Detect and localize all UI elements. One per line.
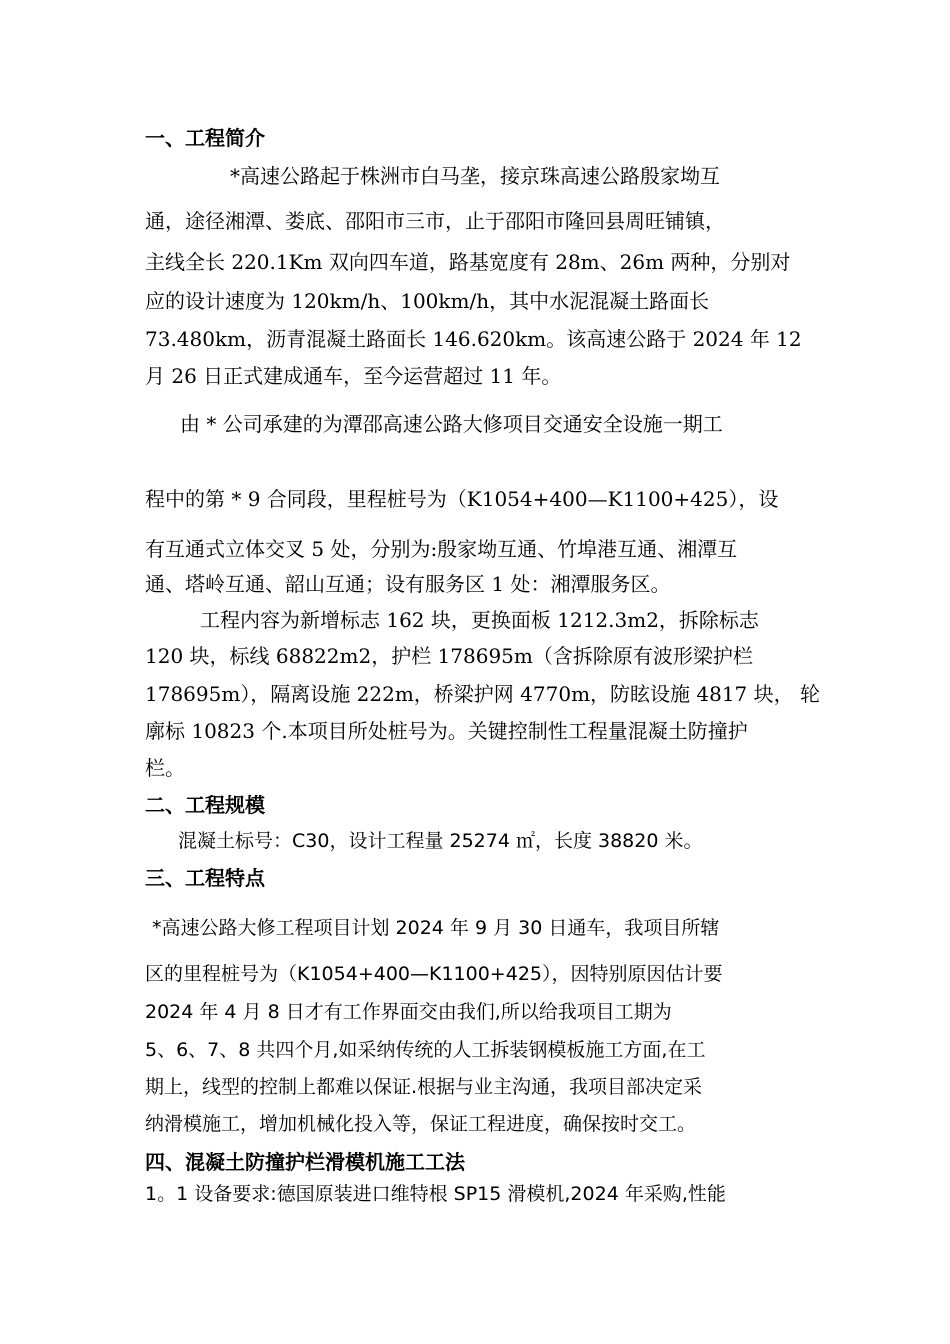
section1-para3-line1: 工程内容为新增标志 162 块，更换面板 1212.3m2，拆除标志 <box>200 608 759 632</box>
section3-body-line2: 区的里程桩号为（K1054+400—K1100+425），因特别原因估计要 <box>145 963 723 985</box>
section3-body-line1: *高速公路大修工程项目计划 2024 年 9 月 30 日通车，我项目所辖 <box>152 917 720 939</box>
section1-para3-line3: 178695m），隔离设施 222m，桥梁护网 4770m，防眩设施 4817 块， 轮 <box>145 682 820 706</box>
section1-para3-line5: 栏。 <box>145 756 185 780</box>
section1-para2-line3: 有互通式立体交叉 5 处，分别为:殷家坳互通、竹埠港互通、湘潭互 <box>145 537 738 561</box>
section2-body: 混凝土标号：C30，设计工程量 25274 ㎡，长度 38820 米。 <box>178 830 703 852</box>
section1-para1-line4: 应的设计速度为 120km/h、100km/h，其中水泥混凝土路面长 <box>145 289 710 313</box>
section1-para2-line4: 通、塔岭互通、韶山互通；设有服务区 1 处：湘潭服务区。 <box>145 572 671 596</box>
section2-heading: 二、工程规模 <box>145 793 265 817</box>
section4-heading: 四、混凝土防撞护栏滑模机施工工法 <box>145 1150 465 1174</box>
section1-para1-line1: *高速公路起于株洲市白马垄，接京珠高速公路殷家坳互 <box>230 164 720 188</box>
section1-para3-line2: 120 块，标线 68822m2，护栏 178695m（含拆除原有波形梁护栏 <box>145 644 753 668</box>
section1-para2-line1: 由 * 公司承建的为潭邵高速公路大修项目交通安全设施一期工 <box>180 412 723 436</box>
section1-para3-line4: 廓标 10823 个.本项目所处桩号为。关键控制性工程量混凝土防撞护 <box>145 719 748 743</box>
section1-para1-line6: 月 26 日正式建成通车，至今运营超过 11 年。 <box>145 364 562 388</box>
section3-body-line6: 纳滑模施工，增加机械化投入等，保证工程进度，确保按时交工。 <box>145 1113 697 1135</box>
section1-para2-line2: 程中的第 * 9 合同段，里程桩号为（K1054+400—K1100+425），设 <box>145 487 779 511</box>
section1-para1-line2: 通，途径湘潭、娄底、邵阳市三市，止于邵阳市隆回县周旺铺镇， <box>145 209 725 233</box>
section3-body-line4: 5、6、7、8 共四个月,如采纳传统的人工拆装钢模板施工方面,在工 <box>145 1039 706 1061</box>
section3-body-line5: 期上，线型的控制上都难以保证.根据与业主沟通，我项目部决定采 <box>145 1076 703 1098</box>
section3-heading: 三、工程特点 <box>145 866 265 890</box>
section3-body-line3: 2024 年 4 月 8 日才有工作界面交由我们,所以给我项目工期为 <box>145 1001 672 1023</box>
section1-heading: 一、工程简介 <box>145 126 265 150</box>
section4-body-line1: 1。1 设备要求:德国原装进口维特根 SP15 滑模机,2024 年采购,性能 <box>145 1183 726 1205</box>
section1-para1-line5: 73.480km，沥青混凝土路面长 146.620km。该高速公路于 2024 年 12 <box>145 327 802 351</box>
section1-para1-line3: 主线全长 220.1Km 双向四车道，路基宽度有 28m、26m 两种，分别对 <box>145 250 791 274</box>
